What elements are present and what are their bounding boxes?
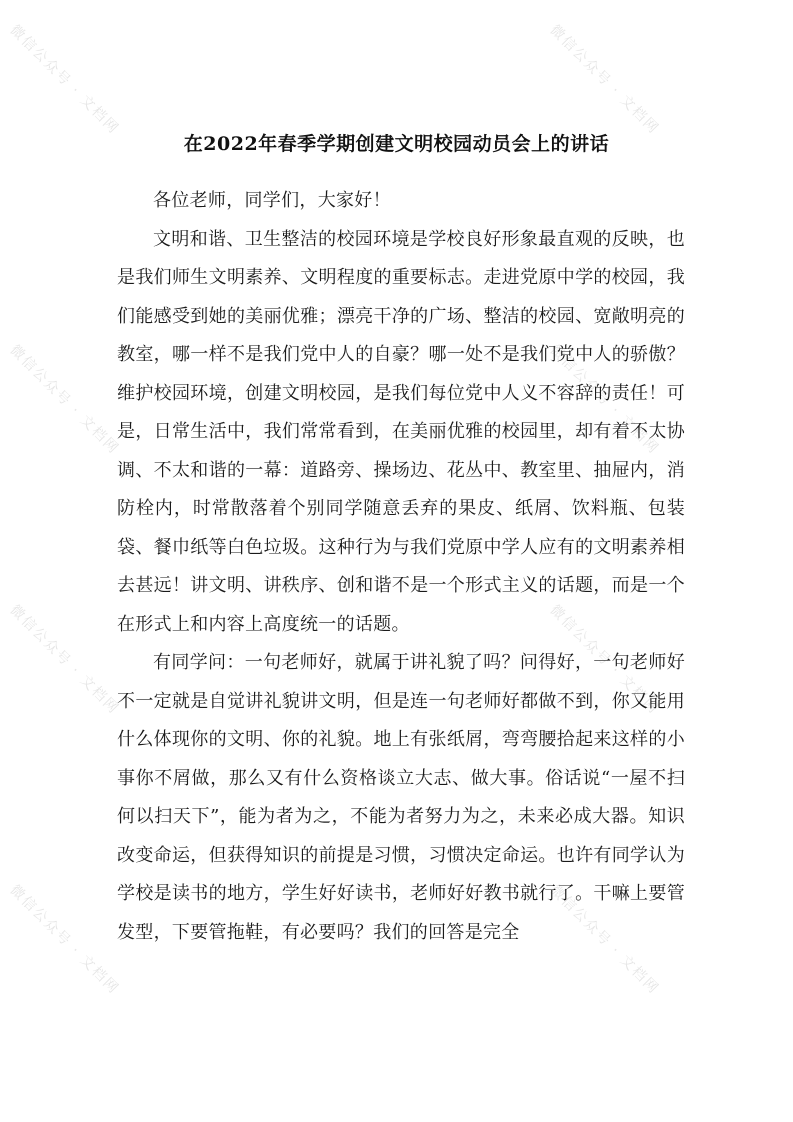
paragraph-courtesy: 有同学问：一句老师好，就属于讲礼貌了吗？问得好，一句老师好不一定就是自觉讲礼貌讲文明，但是连一句老师好都做不到，你又能用什么体现你的文明、你的礼貌。地上有张纸屑，弯弯腰拾起来这样的小事你不屑做，那么又有什么资格谈立大志、做大事。俗话说“一屋不扫何以扫天下”，能为者为之，不能为者努力为之，未来必成大器。知识改变命运，但获得知识的前提是习惯，习惯决定命运。也许有同学认为学校是读书的地方，学生好好读书，老师好好教书就行了。干嘛上要管发型，下要管拖鞋，有必要吗？我们的回答是完全 <box>117 652 685 943</box>
watermark: 微信公众号 · 文档网 <box>6 882 123 998</box>
watermark: 微信公众号 · 文档网 <box>6 602 123 718</box>
document-body <box>117 182 685 952</box>
watermark: 微信公众号 · 文档网 <box>6 22 123 138</box>
watermark: 微信公众号 · 文档网 <box>546 22 663 138</box>
paragraph-campus-environment: 文明和谐、卫生整洁的校园环境是学校良好形象最直观的反映，也是我们师生文明素养、文明程度的重要标志。走进党原中学的校园，我们能感受到她的美丽优雅；漂亮干净的广场、整洁的校园、宽敞明亮的教室，哪一样不是我们党中人的自豪？哪一处不是我们党中人的骄傲？维护校园环境，创建文明校园，是我们每位党中人义不容辞的责任！可是，日常生活中，我们常常看到，在美丽优雅的校园里，却有着不太协调、不太和谐的一幕：道路旁、操场边、花丛中、教室里、抽屉内，消防栓内，时常散落着个别同学随意丢弃的果皮、纸屑、饮料瓶、包装袋、餐巾纸等白色垃圾。这种行为与我们党原中学人应有的文明素养相去甚远！讲文明、讲秩序、创和谐不是一个形式主义的话题，而是一个在形式上和内容上高度统一的话题。 <box>117 228 685 635</box>
watermark: 微信公众号 · 文档网 <box>546 602 663 718</box>
paragraph-greeting: 各位老师，同学们，大家好！ <box>153 190 391 211</box>
watermark: 微信公众号 · 文档网 <box>546 882 663 998</box>
document-title: 在2022年春季学期创建文明校园动员会上的讲话 <box>183 133 610 155</box>
watermark: 微信公众号 · 文档网 <box>546 342 663 458</box>
watermark: 微信公众号 · 文档网 <box>6 342 123 458</box>
